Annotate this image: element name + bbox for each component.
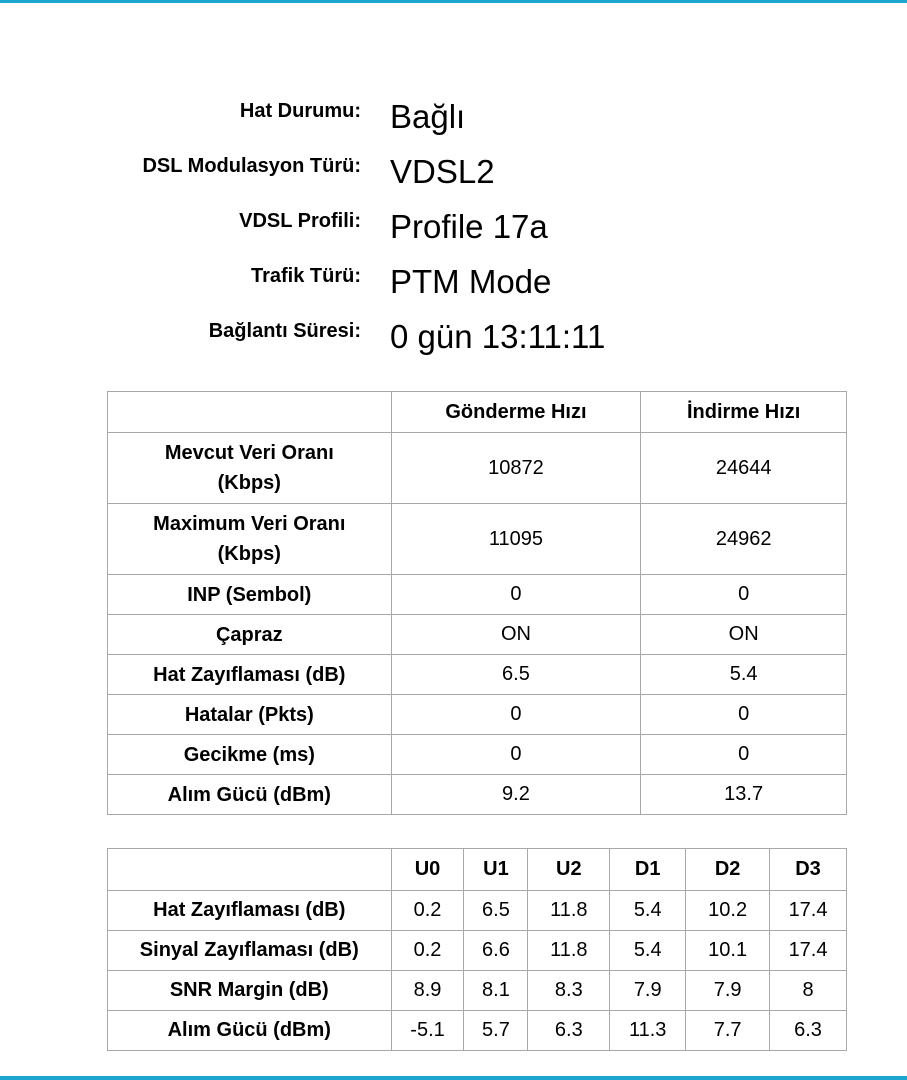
band-value: 6.6 <box>464 931 528 971</box>
upload-value: 0 <box>391 575 641 615</box>
band-value: 8.9 <box>391 971 464 1011</box>
table-row <box>108 433 847 504</box>
bottom-accent-rule <box>0 1076 907 1080</box>
table-row <box>108 575 847 615</box>
table-row <box>108 695 847 735</box>
status-row-uptime <box>0 308 907 363</box>
table-row <box>108 655 847 695</box>
band-value: 7.7 <box>686 1011 770 1051</box>
download-value: 13.7 <box>641 775 847 815</box>
band-value: 11.3 <box>610 1011 686 1051</box>
band-value: 8.3 <box>528 971 610 1011</box>
row-label <box>108 504 392 575</box>
table-row <box>108 504 847 575</box>
band-table-corner-cell <box>108 849 392 891</box>
row-label: Alım Gücü (dBm) <box>108 1011 392 1051</box>
band-value: 6.5 <box>464 891 528 931</box>
row-label-line1: Maximum Veri Oranı <box>153 513 346 535</box>
download-value: 24962 <box>641 504 847 575</box>
row-label: Alım Gücü (dBm) <box>108 775 392 815</box>
download-value: 24644 <box>641 433 847 504</box>
table-row <box>108 971 847 1011</box>
band-value: 11.8 <box>528 931 610 971</box>
row-label: SNR Margin (dB) <box>108 971 392 1011</box>
row-label: INP (Sembol) <box>108 575 392 615</box>
download-value: 5.4 <box>641 655 847 695</box>
band-header-d3: D3 <box>770 849 847 891</box>
line-state-value: Bağlı <box>390 98 466 135</box>
band-value: 5.4 <box>610 931 686 971</box>
download-value: 0 <box>641 735 847 775</box>
rate-table-corner-cell <box>108 392 392 433</box>
upload-value: ON <box>391 615 641 655</box>
row-label: Hat Zayıflaması (dB) <box>108 655 392 695</box>
upload-value: 11095 <box>391 504 641 575</box>
band-value: 8.1 <box>464 971 528 1011</box>
band-value: 0.2 <box>391 891 464 931</box>
modulation-value: VDSL2 <box>390 153 495 190</box>
rate-table <box>107 391 847 815</box>
vdsl-profile-value: Profile 17a <box>390 208 548 245</box>
band-header-d2: D2 <box>686 849 770 891</box>
rate-table-header-row <box>108 392 847 433</box>
download-rate-header: İndirme Hızı <box>641 392 847 433</box>
row-label: Çapraz <box>108 615 392 655</box>
band-value: 17.4 <box>770 891 847 931</box>
status-row-modulation <box>0 143 907 198</box>
status-row-vdsl-profile <box>0 198 907 253</box>
upload-rate-header: Gönderme Hızı <box>391 392 641 433</box>
row-label: Sinyal Zayıflaması (dB) <box>108 931 392 971</box>
upload-value: 0 <box>391 695 641 735</box>
band-value: 0.2 <box>391 931 464 971</box>
vdsl-profile-label: VDSL Profili: <box>239 210 361 232</box>
uptime-label: Bağlantı Süresi: <box>208 320 361 342</box>
traffic-type-label: Trafik Türü: <box>250 265 361 287</box>
band-header-u1: U1 <box>464 849 528 891</box>
band-value: 5.4 <box>610 891 686 931</box>
uptime-value: 0 gün 13:11:11 <box>390 318 606 355</box>
status-row-traffic-type <box>0 253 907 308</box>
band-value: 6.3 <box>528 1011 610 1051</box>
download-value: 0 <box>641 695 847 735</box>
download-value: 0 <box>641 575 847 615</box>
band-value: 7.9 <box>610 971 686 1011</box>
line-state-label: Hat Durumu: <box>239 100 361 122</box>
table-row <box>108 735 847 775</box>
band-value: 6.3 <box>770 1011 847 1051</box>
upload-value: 6.5 <box>391 655 641 695</box>
row-label: Hatalar (Pkts) <box>108 695 392 735</box>
line-status-list <box>0 88 907 363</box>
band-value: 7.9 <box>686 971 770 1011</box>
row-label <box>108 433 392 504</box>
band-header-d1: D1 <box>610 849 686 891</box>
band-table-header-row <box>108 849 847 891</box>
table-row <box>108 891 847 931</box>
band-value: 17.4 <box>770 931 847 971</box>
band-header-u2: U2 <box>528 849 610 891</box>
band-value: -5.1 <box>391 1011 464 1051</box>
table-row <box>108 1011 847 1051</box>
row-label-line2: (Kbps) <box>217 472 281 494</box>
row-label-line2: (Kbps) <box>217 543 281 565</box>
modulation-label: DSL Modulasyon Türü: <box>142 155 361 177</box>
band-value: 10.2 <box>686 891 770 931</box>
band-value: 5.7 <box>464 1011 528 1051</box>
row-label-line1: Mevcut Veri Oranı <box>164 442 334 464</box>
table-row <box>108 931 847 971</box>
upload-value: 10872 <box>391 433 641 504</box>
table-row <box>108 775 847 815</box>
status-row-line-state <box>0 88 907 143</box>
band-value: 11.8 <box>528 891 610 931</box>
download-value: ON <box>641 615 847 655</box>
row-label: Hat Zayıflaması (dB) <box>108 891 392 931</box>
upload-value: 9.2 <box>391 775 641 815</box>
row-label: Gecikme (ms) <box>108 735 392 775</box>
upload-value: 0 <box>391 735 641 775</box>
band-value: 10.1 <box>686 931 770 971</box>
top-accent-rule <box>0 0 907 3</box>
band-table <box>107 848 847 1051</box>
band-value: 8 <box>770 971 847 1011</box>
table-row <box>108 615 847 655</box>
band-header-u0: U0 <box>391 849 464 891</box>
traffic-type-value: PTM Mode <box>390 263 552 300</box>
